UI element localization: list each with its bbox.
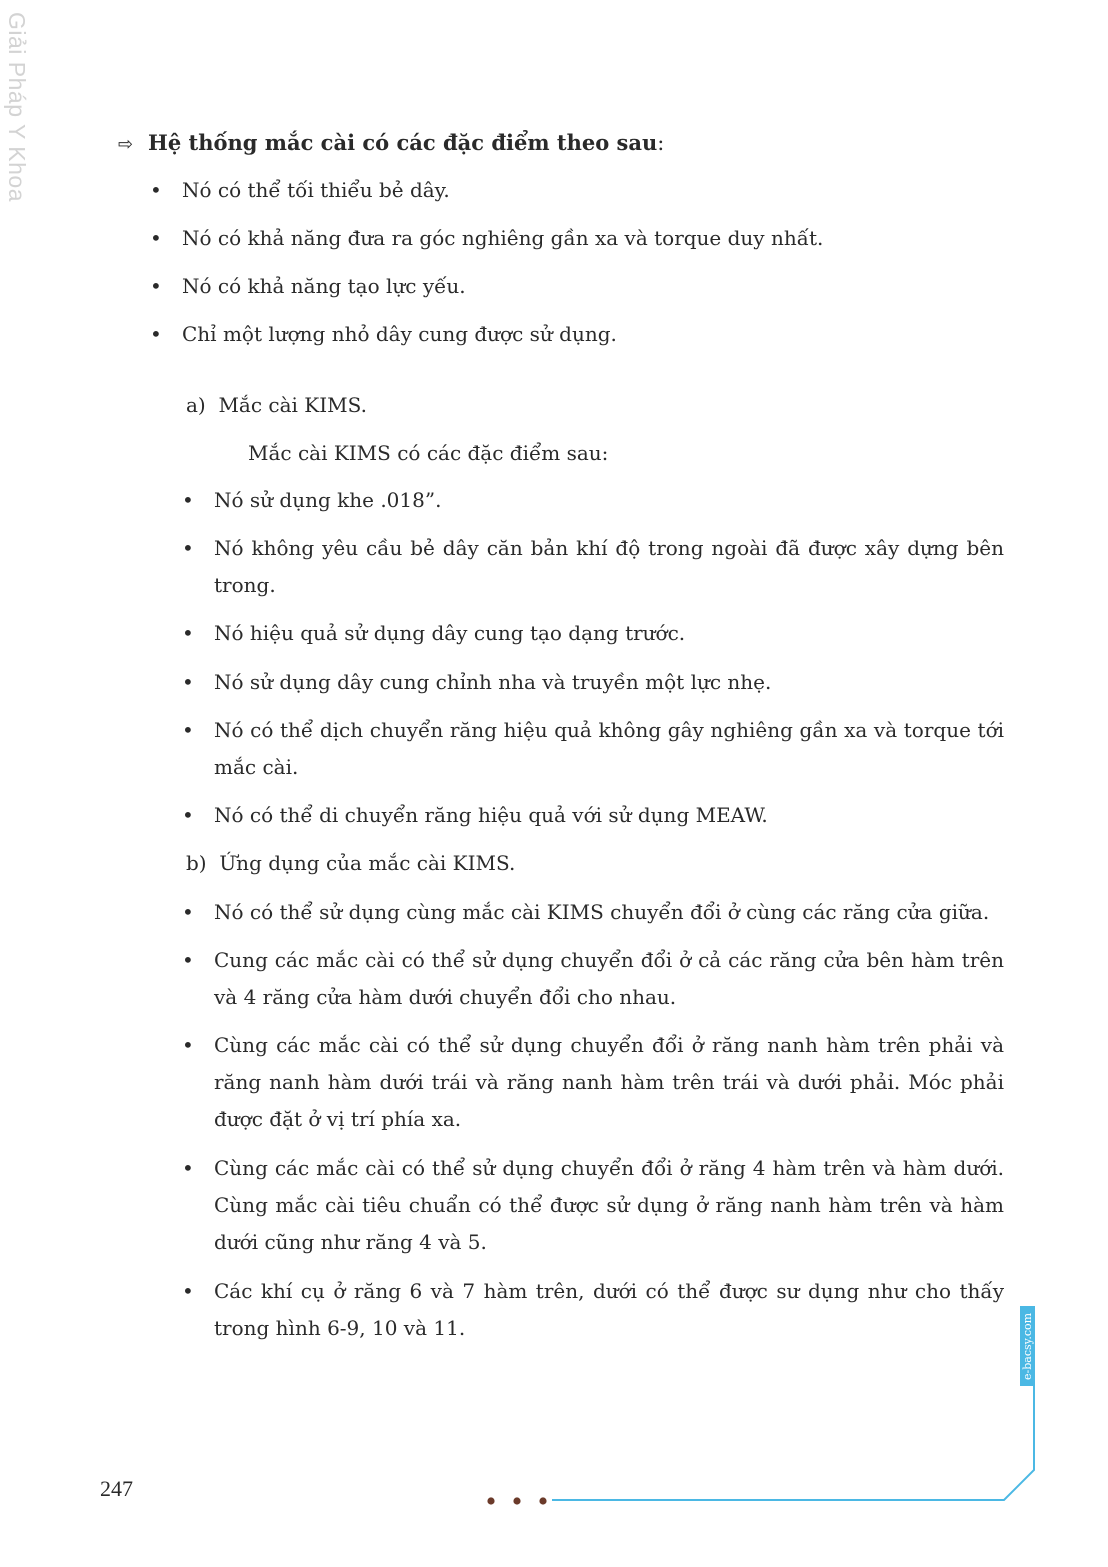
bullet-icon: • — [182, 1279, 194, 1303]
page-number: 247 — [100, 1476, 133, 1501]
bullet-icon: • — [182, 948, 194, 972]
subsection-a-intro: Mắc cài KIMS có các đặc điểm sau: — [248, 441, 609, 465]
footer-line — [552, 1386, 1034, 1500]
heading-colon: : — [657, 131, 665, 155]
bullet-icon: • — [182, 536, 194, 560]
subsection-a-title: a) Mắc cài KIMS. — [186, 393, 367, 417]
bullet-icon: • — [150, 226, 162, 250]
bullet-icon: • — [182, 621, 194, 645]
footer-dot — [539, 1497, 546, 1504]
bullet-icon: • — [182, 803, 194, 827]
bullet-icon: • — [150, 178, 162, 202]
bullet-icon: • — [182, 670, 194, 694]
bullet-icon: • — [182, 488, 194, 512]
footer-dot — [487, 1497, 494, 1504]
watermark: e-bacsy.com — [1020, 1306, 1035, 1386]
side-title: Giải Pháp Y Khoa — [4, 12, 30, 203]
subsection-b-title: b) Ứng dụng của mắc cài KIMS. — [186, 851, 516, 875]
heading-bold: Hệ thống mắc cài có các đặc điểm theo sau — [148, 130, 658, 155]
arrow-right-icon: ⇨ — [118, 134, 134, 155]
bullet-icon: • — [182, 718, 194, 742]
bullet-icon: • — [150, 274, 162, 298]
bullet-icon: • — [150, 322, 162, 346]
bullet-icon: • — [182, 1156, 194, 1180]
footer-dot — [513, 1497, 520, 1504]
bullet-icon: • — [182, 900, 194, 924]
bullet-icon: • — [182, 1033, 194, 1057]
